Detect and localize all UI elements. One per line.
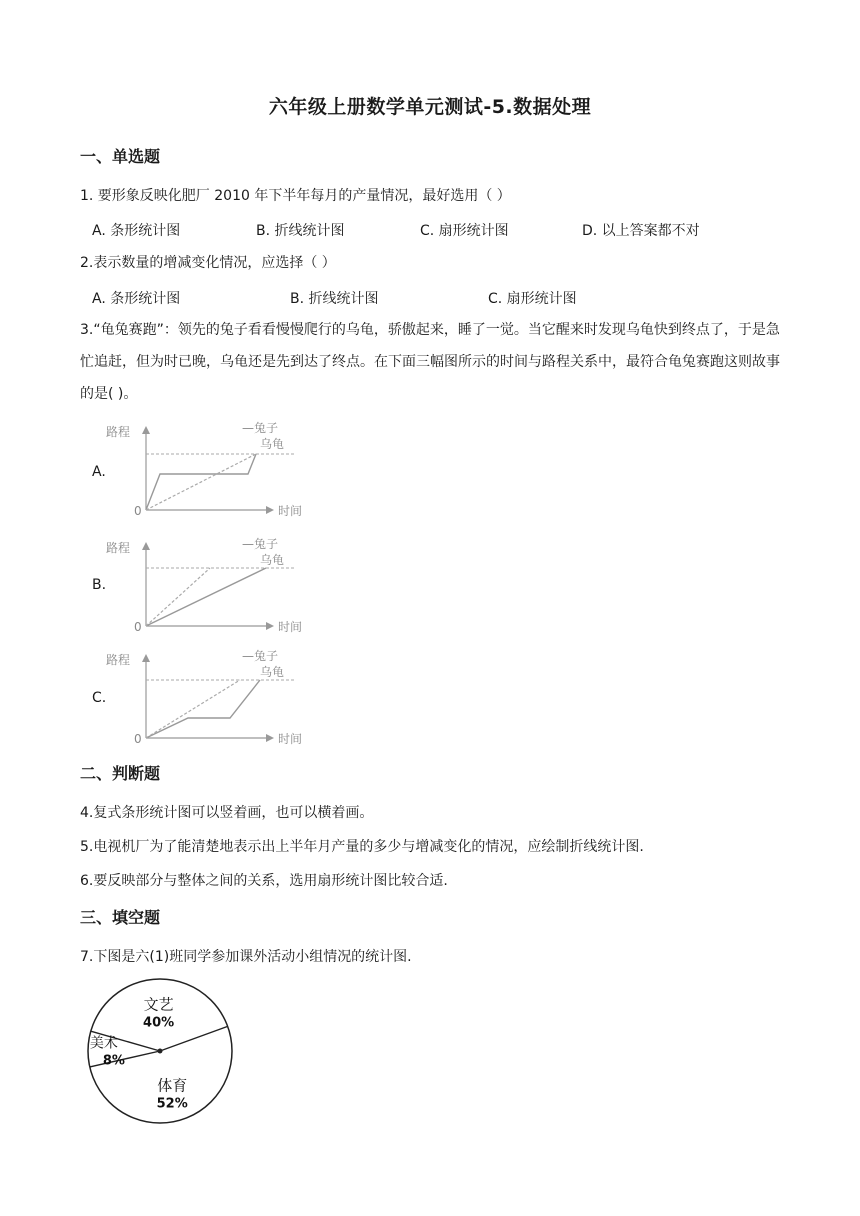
figure-a-label[interactable]: A. <box>92 464 106 480</box>
figure-b-xlabel: 时间 <box>278 620 303 634</box>
figure-b-rabbit-line <box>146 568 266 626</box>
pie-center-dot <box>158 1049 163 1054</box>
pie-category-label-3: 美术 <box>89 1035 118 1052</box>
question-7: 7.下图是六(1)班同学参加课外活动小组情况的统计图. <box>80 949 412 965</box>
figure-a-origin: 0 <box>134 504 142 518</box>
q1-option-c[interactable]: C. 扇形统计图 <box>420 223 509 239</box>
pie-category-label-1: 文艺 <box>143 995 174 1014</box>
figure-c-rabbit-line <box>146 680 260 738</box>
figure-b-legend-tortoise: 乌龟 <box>260 553 285 567</box>
pie-percent-label-1: 40% <box>143 1015 175 1031</box>
section-heading-fill-blank: 三、填空题 <box>80 908 161 927</box>
question-2: 2.表示数量的增减变化情况，应选择（ ） <box>80 255 336 271</box>
q2-option-b[interactable]: B. 折线统计图 <box>290 291 379 307</box>
figure-b-origin: 0 <box>134 620 142 634</box>
section-heading-single-choice: 一、单选题 <box>80 147 161 166</box>
pie-percent-label-2: 52% <box>156 1096 188 1112</box>
pie-category-label-2: 体育 <box>157 1076 188 1095</box>
figure-b-legend-rabbit: —兔子 <box>242 537 279 551</box>
figure-a-xlabel: 时间 <box>278 504 303 518</box>
figure-b-label[interactable]: B. <box>92 577 107 593</box>
figure-c-graph <box>104 646 314 750</box>
q1-option-d[interactable]: D. 以上答案都不对 <box>582 223 700 239</box>
figure-a-ylabel: 路程 <box>106 425 131 439</box>
question-6: 6.要反映部分与整体之间的关系，选用扇形统计图比较合适. <box>80 873 448 889</box>
question-4: 4.复式条形统计图可以竖着画，也可以横着画。 <box>80 805 374 821</box>
figure-a-x-arrow <box>266 506 274 514</box>
question-3: 3.“龟兔赛跑”：领先的兔子看看慢慢爬行的乌龟，骄傲起来，睡了一觉。当它醒来时发现乌龟快到终点了，于是急忙追赶，但为时已晚，乌龟还是先到达了终点。在下面三幅图所示的时间与路程关系中，最符合龟兔赛跑这则故事的是( )。 <box>80 322 780 402</box>
pie-percent-label-3: 8% <box>102 1053 125 1069</box>
figure-a-graph <box>104 418 314 522</box>
figure-b-ylabel: 路程 <box>106 541 131 555</box>
figure-b-x-arrow <box>266 622 274 630</box>
figure-c-ylabel: 路程 <box>106 653 131 667</box>
figure-c-xlabel: 时间 <box>278 732 303 746</box>
figure-a-legend-tortoise: 乌龟 <box>260 437 285 451</box>
figure-c-y-arrow <box>142 654 150 662</box>
figure-a-y-arrow <box>142 426 150 434</box>
figure-c-x-arrow <box>266 734 274 742</box>
figure-c-tortoise-line <box>146 680 240 738</box>
figure-a-legend-rabbit: —兔子 <box>242 421 279 435</box>
question-1: 1. 要形象反映化肥厂 2010 年下半年每月的产量情况，最好选用（ ） <box>80 188 511 204</box>
section-heading-true-false: 二、判断题 <box>80 764 161 783</box>
figure-c-label[interactable]: C. <box>92 690 107 706</box>
figure-b-tortoise-line <box>146 568 210 626</box>
figure-b-graph <box>104 534 314 638</box>
q2-option-a[interactable]: A. 条形统计图 <box>92 291 181 307</box>
figure-a-tortoise-line <box>146 454 256 510</box>
activity-pie-chart <box>80 978 240 1128</box>
figure-c-legend-tortoise: 乌龟 <box>260 665 285 679</box>
q1-option-a[interactable]: A. 条形统计图 <box>92 223 181 239</box>
question-5: 5.电视机厂为了能清楚地表示出上半年月产量的多少与增减变化的情况，应绘制折线统计图. <box>80 839 644 855</box>
figure-b-y-arrow <box>142 542 150 550</box>
q2-option-c[interactable]: C. 扇形统计图 <box>488 291 577 307</box>
page-title: 六年级上册数学单元测试-5.数据处理 <box>268 96 592 118</box>
figure-c-legend-rabbit: —兔子 <box>242 649 279 663</box>
figure-c-origin: 0 <box>134 732 142 746</box>
q1-option-b[interactable]: B. 折线统计图 <box>256 223 345 239</box>
